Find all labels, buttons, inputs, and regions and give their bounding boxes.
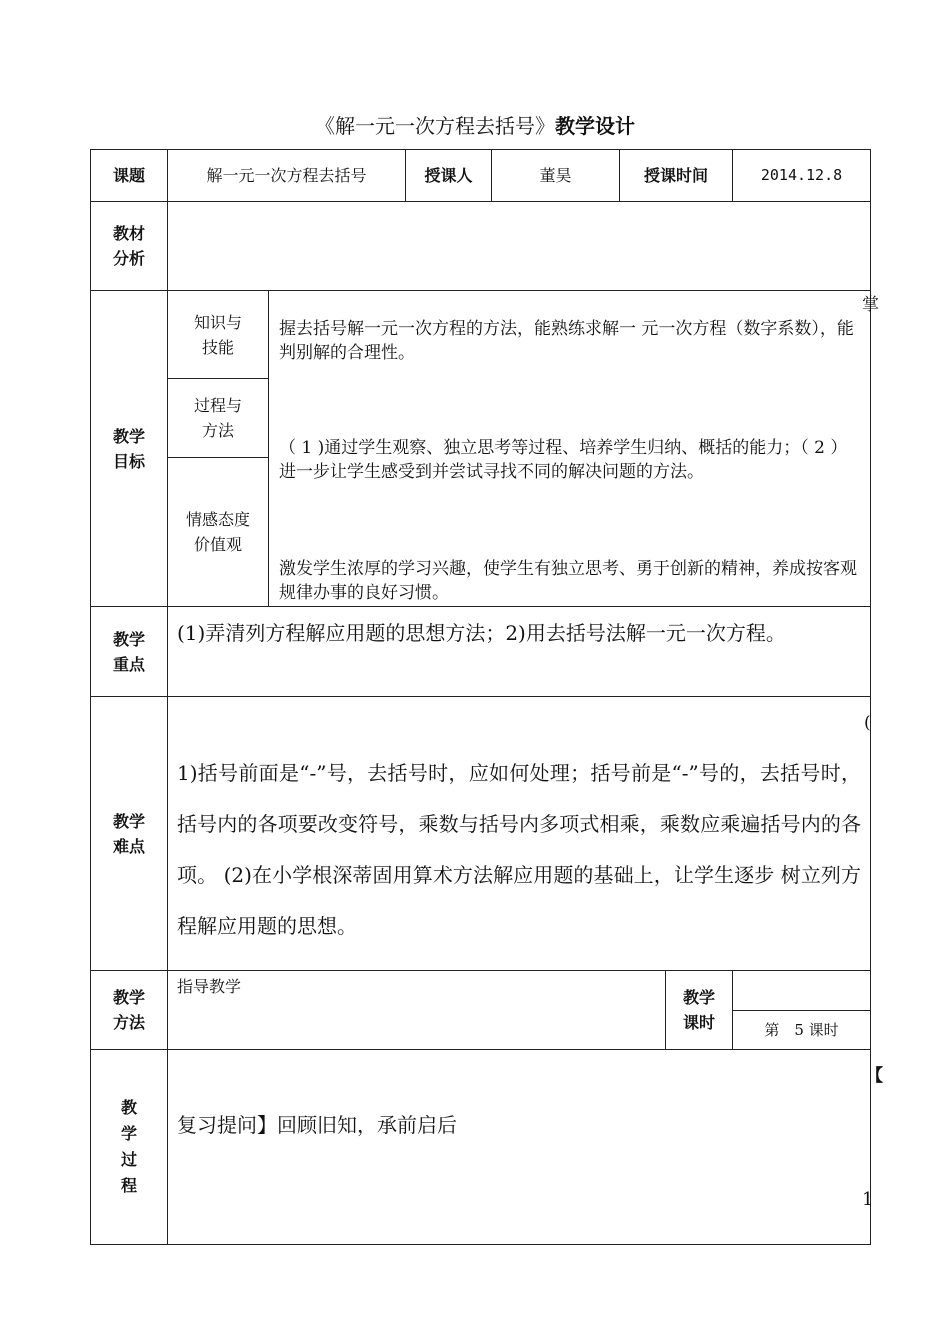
stray-char-paren: ( xyxy=(864,713,871,733)
time-value: 2014.12.8 xyxy=(760,166,843,184)
stray-digit: 1 xyxy=(862,1189,874,1210)
stray-char-zhang: 掌 xyxy=(862,295,879,315)
process-label: 教 学 过 程 xyxy=(120,1098,137,1195)
method-label: 教学 方法 xyxy=(112,988,145,1032)
teacher-label: 授课人 xyxy=(424,166,473,185)
material-analysis-label: 教材 分析 xyxy=(112,224,145,268)
difficulties-label: 教学 难点 xyxy=(112,811,145,856)
teacher-value: 董昊 xyxy=(539,166,572,185)
material-analysis-content xyxy=(175,210,865,280)
title-suffix: 教学设计 xyxy=(555,114,635,138)
class-hours-label: 教学 课时 xyxy=(682,988,715,1032)
objectives-label: 教学 目标 xyxy=(112,426,145,471)
time-label: 授课时间 xyxy=(643,166,708,185)
difficulties-text: 1)括号前面是“-”号，去括号时，应如何处理；括号前是“-”号的，去括号时，括号内的各项要改变符号，乘数与括号内多项式相乘，乘数应乘遍括号内的各项。 (2)在小学根深蒂固用算术方法解应用题的基础上，让学生逐步 树立列方程解应用题的思想。 xyxy=(177,761,861,938)
document-title xyxy=(0,112,950,140)
process-text: 复习提问】回顾旧知，承前启后 xyxy=(177,1113,457,1137)
knowledge-skills-text: 握去括号解一元一次方程的方法，能熟练求解一 元一次方程（数字系数），能判别解的合理性。 xyxy=(279,319,854,363)
class-hours-value: 第 5 课时 xyxy=(764,1020,839,1039)
topic-value: 解一元一次方程去括号 xyxy=(206,166,367,185)
knowledge-skills-label: 知识与 技能 xyxy=(193,312,242,357)
method-text: 指导教学 xyxy=(177,977,242,996)
key-points-label: 教学 重点 xyxy=(112,629,145,674)
row-divider xyxy=(90,970,871,971)
topic-label: 课题 xyxy=(112,166,145,185)
attitude-values-text: 激发学生浓厚的学习兴趣，使学生有独立思考、勇于创新的精神，养成按客观规律办事的良好习惯。 xyxy=(279,559,857,603)
row-divider xyxy=(90,696,871,697)
title-main: 《解一元一次方程去括号》 xyxy=(315,114,555,138)
process-method-label: 过程与 方法 xyxy=(193,396,242,440)
attitude-values-label: 情感态度 价值观 xyxy=(185,510,250,554)
key-points-text: (1)弄清列方程解应用题的思想方法；2)用去括号法解一元一次方程。 xyxy=(177,621,786,645)
process-method-text: （ 1 )通过学生观察、独立思考等过程、培养学生归纳、概括的能力；（ 2 ）进一步让学生感受到并尝试寻找不同的解决问题的方法。 xyxy=(279,438,839,482)
stray-bracket: 【 xyxy=(866,1066,883,1086)
